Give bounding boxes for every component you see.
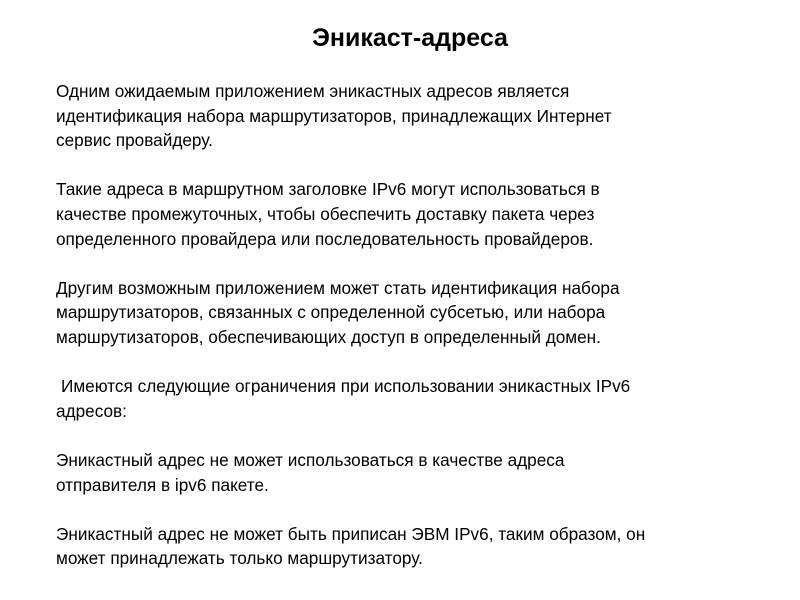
paragraph-restriction-sender xyxy=(56,448,776,497)
text-line: Другим возможным приложением может стать идентификация набора xyxy=(56,277,620,298)
text-line: Такие адреса в маршрутном заголовке IPv6 могут использоваться в xyxy=(56,179,600,200)
text-line: маршрутизаторов, связанных с определенной субсетью, или набора xyxy=(56,302,606,323)
paragraph-restriction-host xyxy=(56,522,776,571)
paragraph-subnet-routers xyxy=(56,276,776,350)
paragraph-routing-header xyxy=(56,177,776,251)
text-line: может принадлежать только маршрутизатору. xyxy=(56,548,423,569)
text-line: отправителя в ipv6 пакете. xyxy=(56,474,269,495)
text-line: Одним ожидаемым приложением эникастных адресов является xyxy=(56,81,570,101)
text-line: идентификация набора маршрутизаторов, принадлежащих Интернет xyxy=(56,105,612,126)
text-line: сервис провайдеру. xyxy=(56,130,213,151)
text-line: определенного провайдера или последовательность провайдеров. xyxy=(56,228,594,249)
text-line: адресов: xyxy=(56,400,127,421)
text-line: Имеются следующие ограничения при использовании эникастных IPv6 xyxy=(61,376,631,397)
paragraph-anycast-purpose xyxy=(56,79,776,153)
slide-title: Эникаст-адреса xyxy=(312,24,508,52)
text-line: Эникастный адрес не может использоваться в качестве адреса xyxy=(56,449,565,470)
text-line: Эникастный адрес не может быть приписан ЭВМ IPv6, таким образом, он xyxy=(56,523,646,544)
text-line: качестве промежуточных, чтобы обеспечить доставку пакета через xyxy=(56,203,595,224)
slide-body xyxy=(56,79,776,571)
text-line: маршрутизаторов, обеспечивающих доступ в определенный домен. xyxy=(56,326,601,347)
paragraph-restrictions-intro xyxy=(56,374,776,423)
